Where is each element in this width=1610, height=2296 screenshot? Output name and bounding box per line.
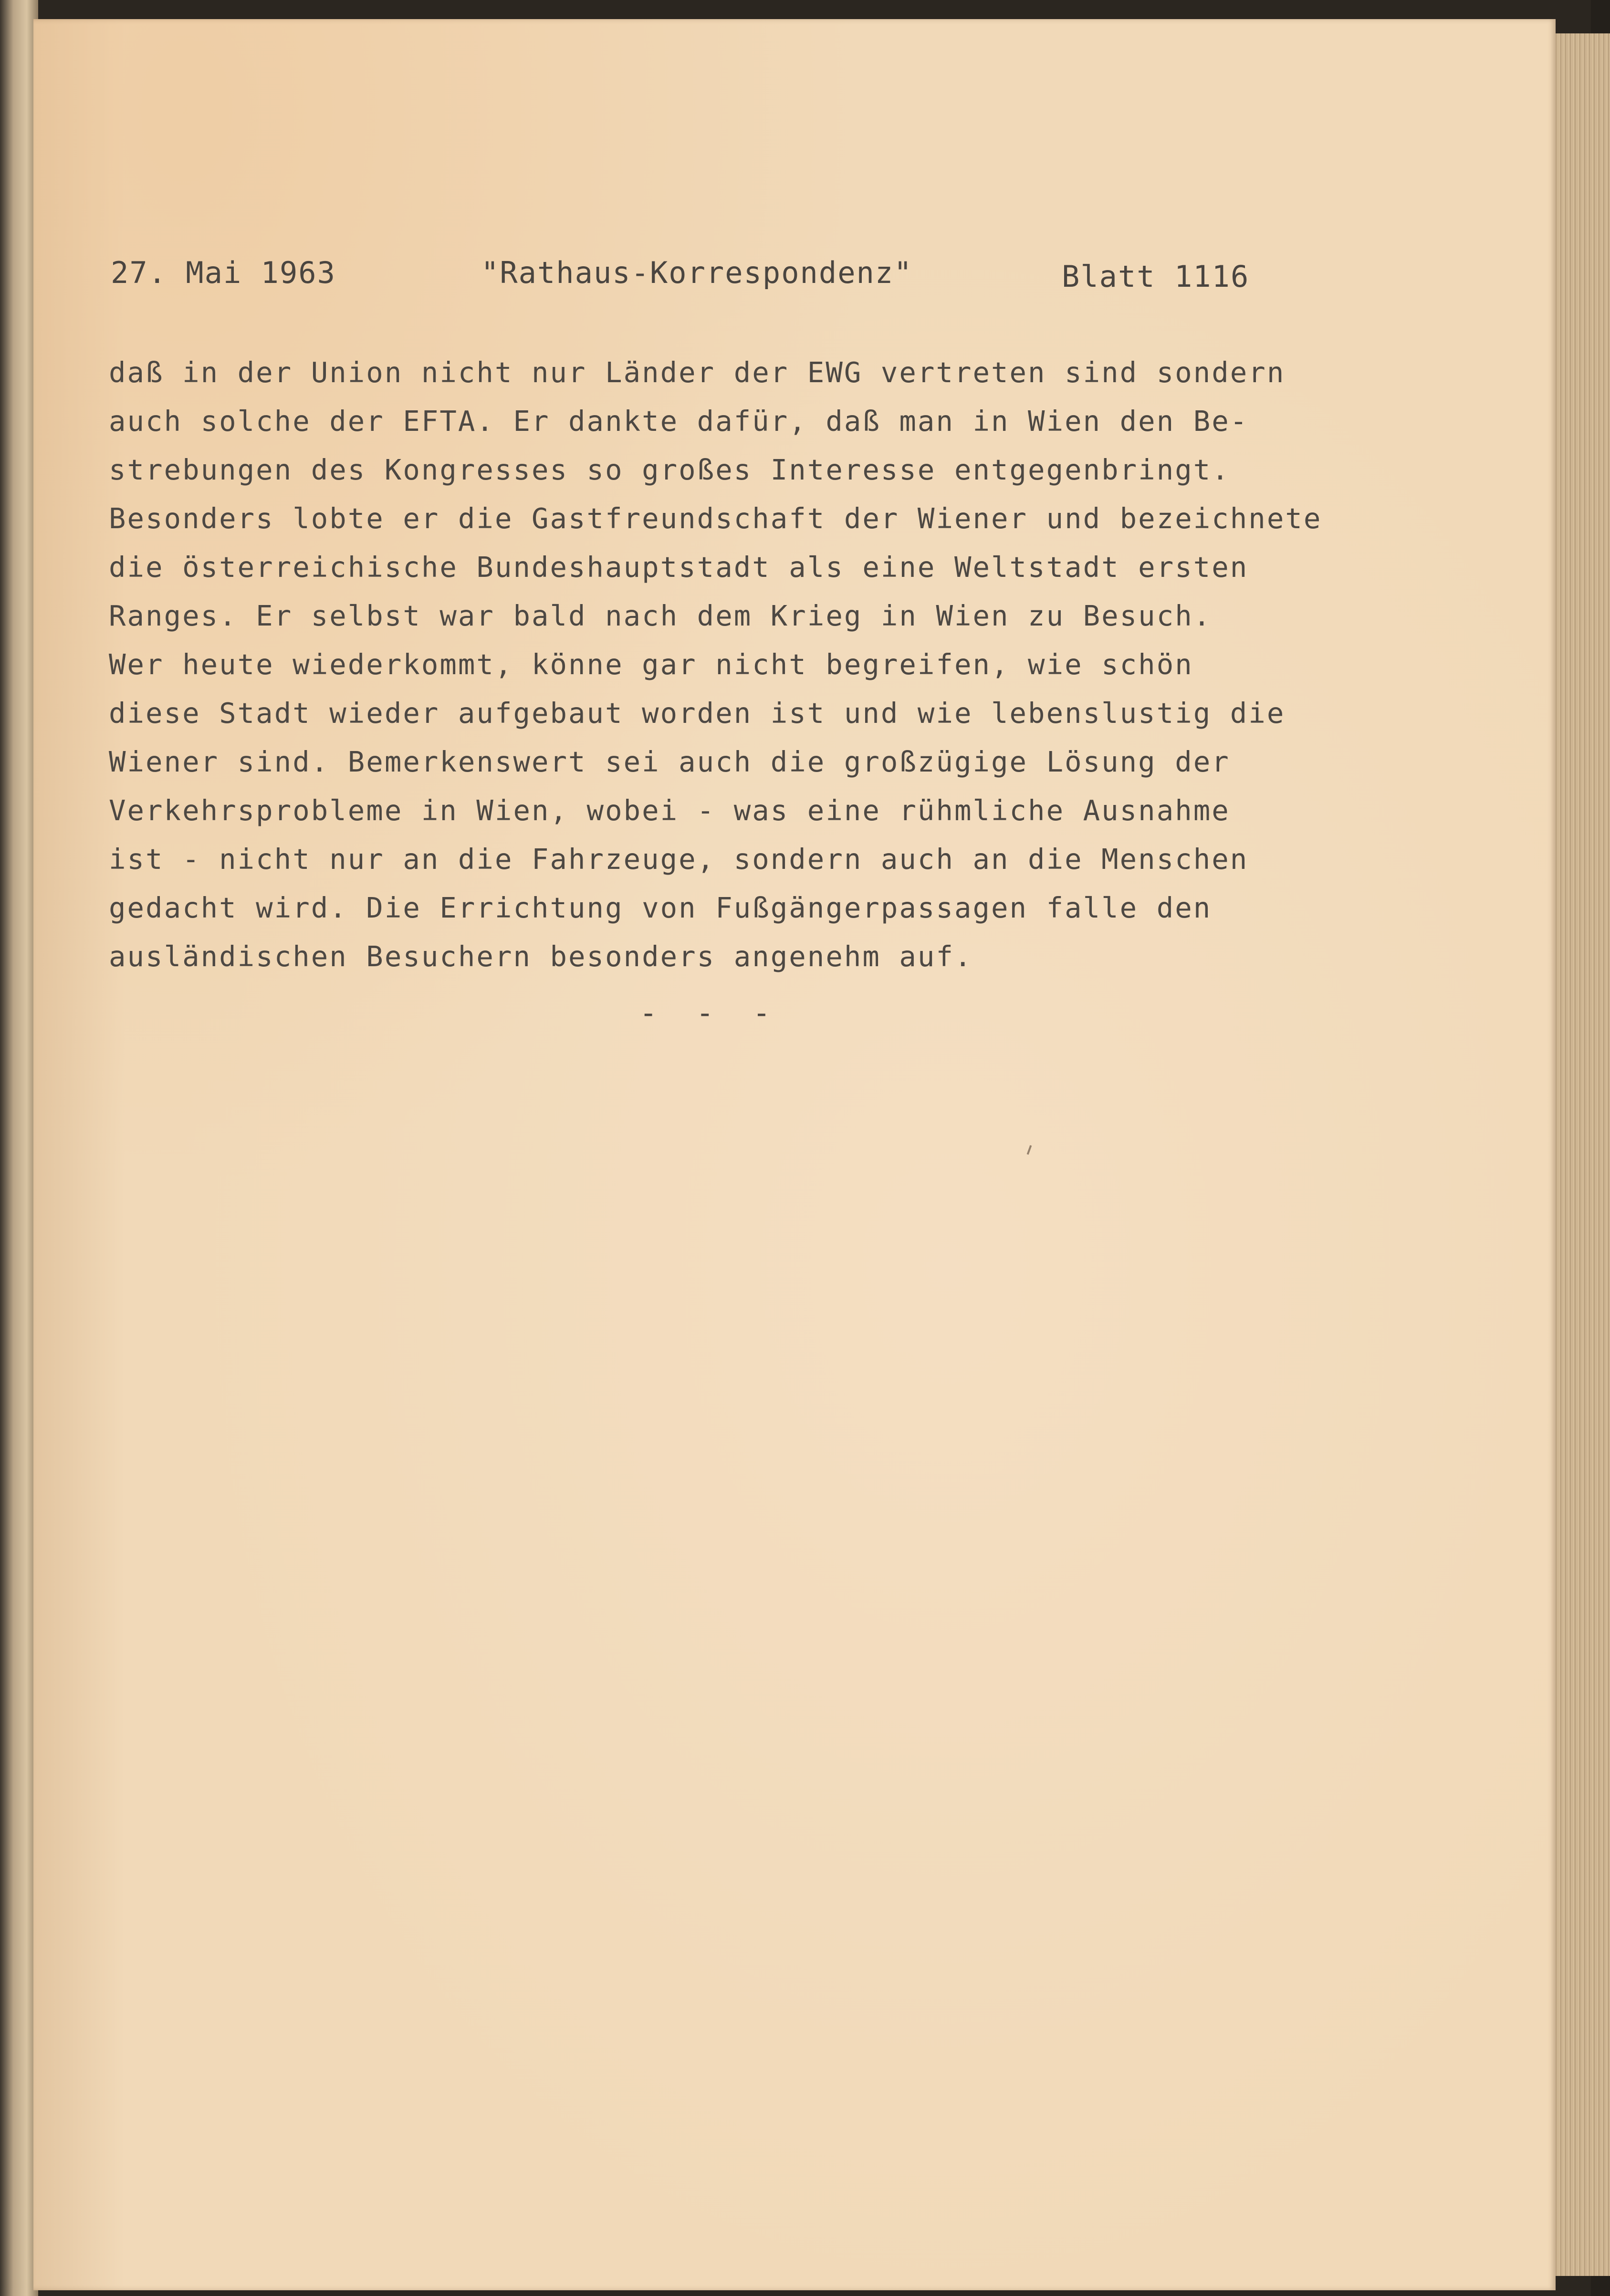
header-publication: "Rathaus-Korrespondenz": [481, 255, 913, 290]
body-line: Wer heute wiederkommt, könne gar nicht begreifen, wie schön: [109, 648, 1193, 681]
document-page: [33, 19, 1556, 2290]
body-line: die österreichische Bundeshauptstadt als eine Weltstadt ersten: [109, 551, 1249, 584]
end-of-text-mark: - - -: [639, 995, 781, 1030]
body-line: Wiener sind. Bemerkenswert sei auch die großzügige Lösung der: [109, 745, 1230, 778]
header-sheet-number: Blatt 1116: [1062, 259, 1250, 294]
body-line: Besonders lobte er die Gastfreundschaft der Wiener und bezeichnete: [109, 502, 1322, 535]
page-header: [33, 255, 1556, 303]
body-line: diese Stadt wieder aufgebaut worden ist und wie lebenslustig die: [109, 697, 1286, 730]
body-line: daß in der Union nicht nur Länder der EWG vertreten sind sondern: [109, 356, 1286, 389]
paper-speck: [1027, 1145, 1032, 1155]
body-line: ausländischen Besuchern besonders angenehm auf.: [109, 940, 973, 973]
body-line: Verkehrsprobleme in Wien, wobei - was eine rühmliche Ausnahme: [109, 794, 1230, 827]
body-line: gedacht wird. Die Errichtung von Fußgängerpassagen falle den: [109, 891, 1212, 924]
page-stack-edge: [1553, 33, 1610, 2276]
body-line: auch solche der EFTA. Er dankte dafür, daß man in Wien den Be-: [109, 405, 1249, 438]
body-line: Ranges. Er selbst war bald nach dem Krieg in Wien zu Besuch.: [109, 599, 1212, 632]
binding-edge: [0, 0, 38, 2296]
body-line: strebungen des Kongresses so großes Interesse entgegenbringt.: [109, 453, 1230, 486]
header-date: 27. Mai 1963: [111, 255, 336, 290]
body-text: [109, 348, 1469, 981]
body-line: ist - nicht nur an die Fahrzeuge, sondern auch an die Menschen: [109, 843, 1249, 876]
